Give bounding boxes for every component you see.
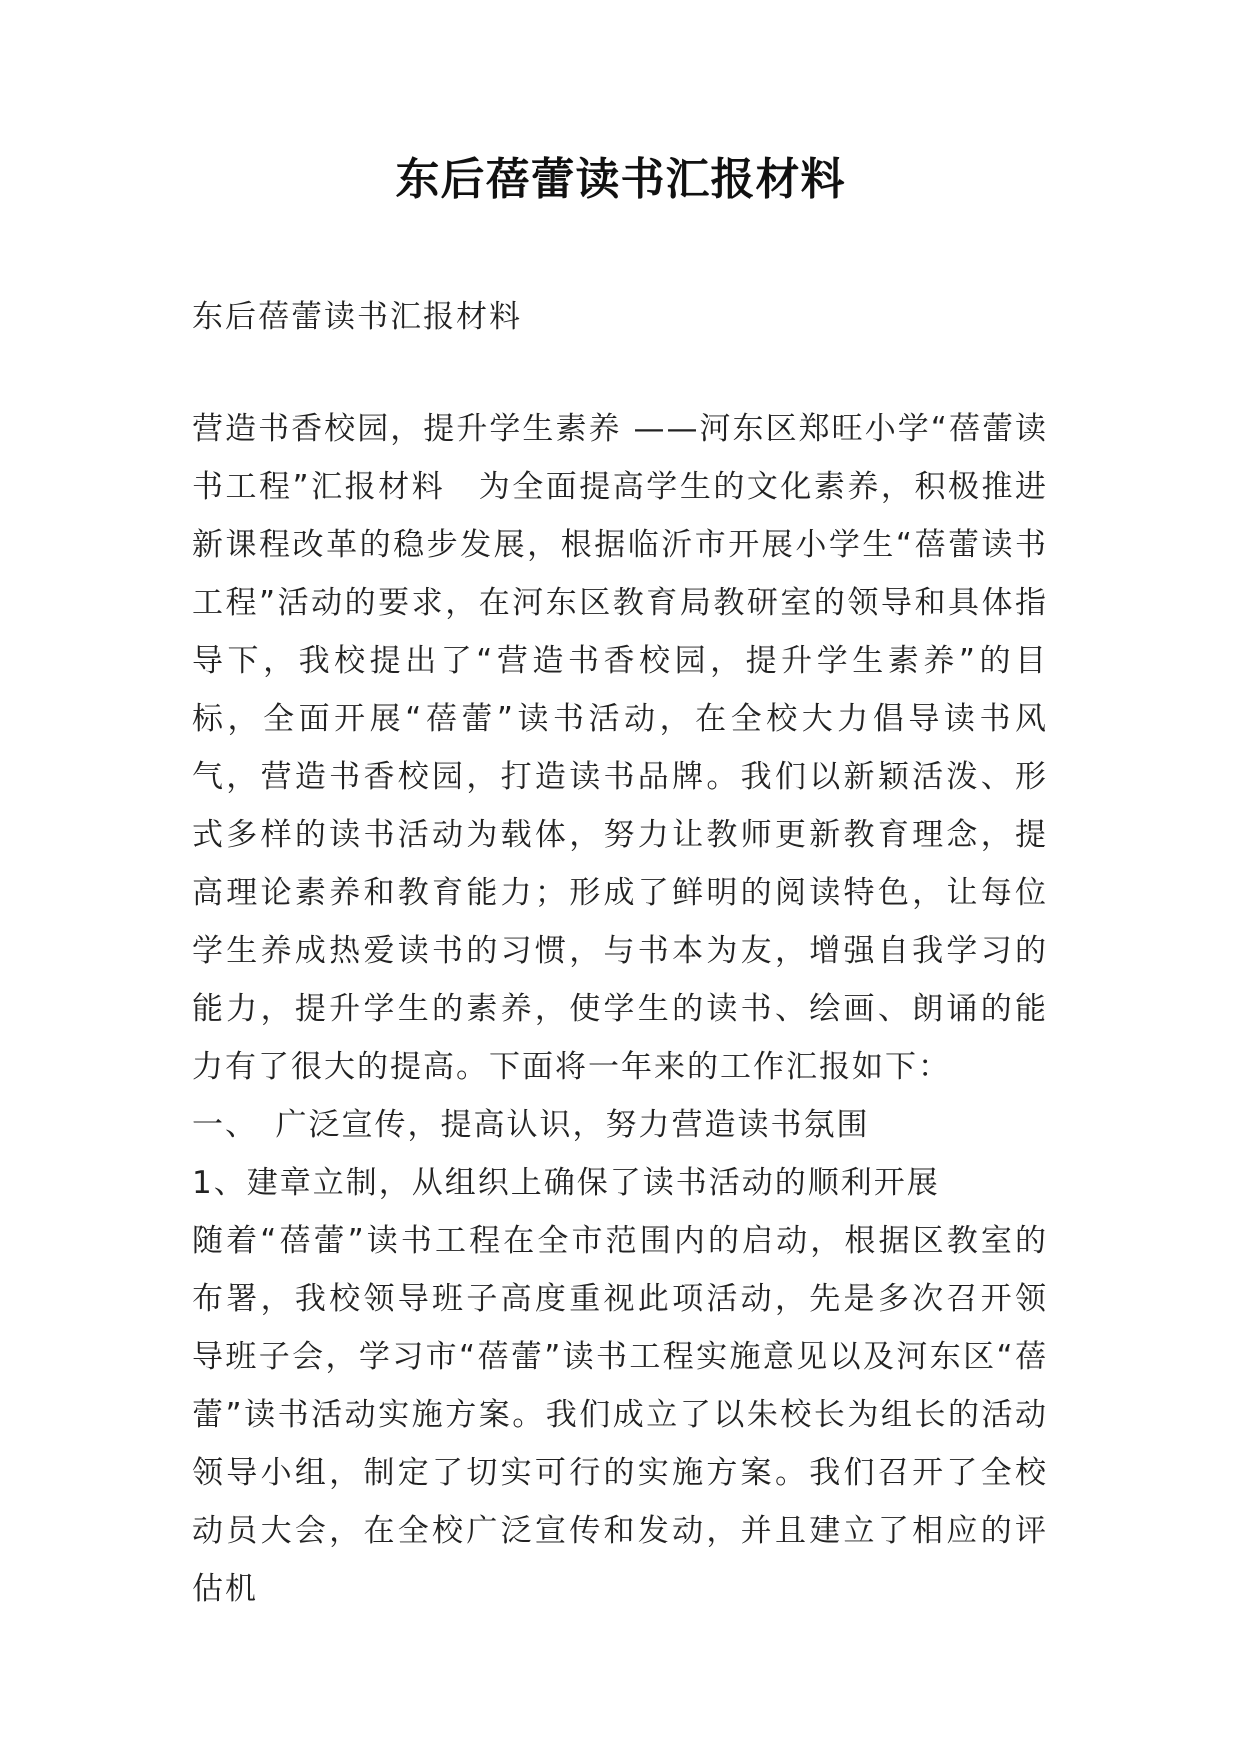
document-body	[192, 400, 1048, 1618]
document-subtitle: 东后蓓蕾读书汇报材料	[192, 299, 522, 335]
body-paragraph: 随着“蓓蕾”读书工程在全市范围内的启动，根据区教室的布署，我校领导班子高度重视此项活动，先是多次召开领导班子会，学习市“蓓蕾”读书工程实施意见以及河东区“蓓蕾”读书活动实施方案。我们成立了以朱校长为组长的活动领导小组，制定了切实可行的实施方案。我们召开了全校动员大会，在全校广泛宣传和发动，并且建立了相应的评估机	[192, 1223, 1048, 1607]
subsection-heading-1-1: 1、建章立制，从组织上确保了读书活动的顺利开展	[192, 1165, 940, 1201]
document-title: 东后蓓蕾读书汇报材料	[395, 154, 846, 205]
section-heading-1: 一、 广泛宣传，提高认识，努力营造读书氛围	[192, 1107, 870, 1143]
intro-paragraph: 营造书香校园，提升学生素养 ——河东区郑旺小学“蓓蕾读书工程”汇报材料 为全面提高学生的文化素养，积极推进新课程改革的稳步发展，根据临沂市开展小学生“蓓蕾读书工程”活动的要求，在河东区教育局教研室的领导和具体指导下，我校提出了“营造书香校园，提升学生素养”的目标，全面开展“蓓蕾”读书活动，在全校大力倡导读书风气，营造书香校园，打造读书品牌。我们以新颖活泼、形式多样的读书活动为载体，努力让教师更新教育理念，提高理论素养和教育能力；形成了鲜明的阅读特色，让每位学生养成热爱读书的习惯，与书本为友，增强自我学习的能力，提升学生的素养，使学生的读书、绘画、朗诵的能力有了很大的提高。下面将一年来的工作汇报如下：	[192, 411, 1048, 1085]
